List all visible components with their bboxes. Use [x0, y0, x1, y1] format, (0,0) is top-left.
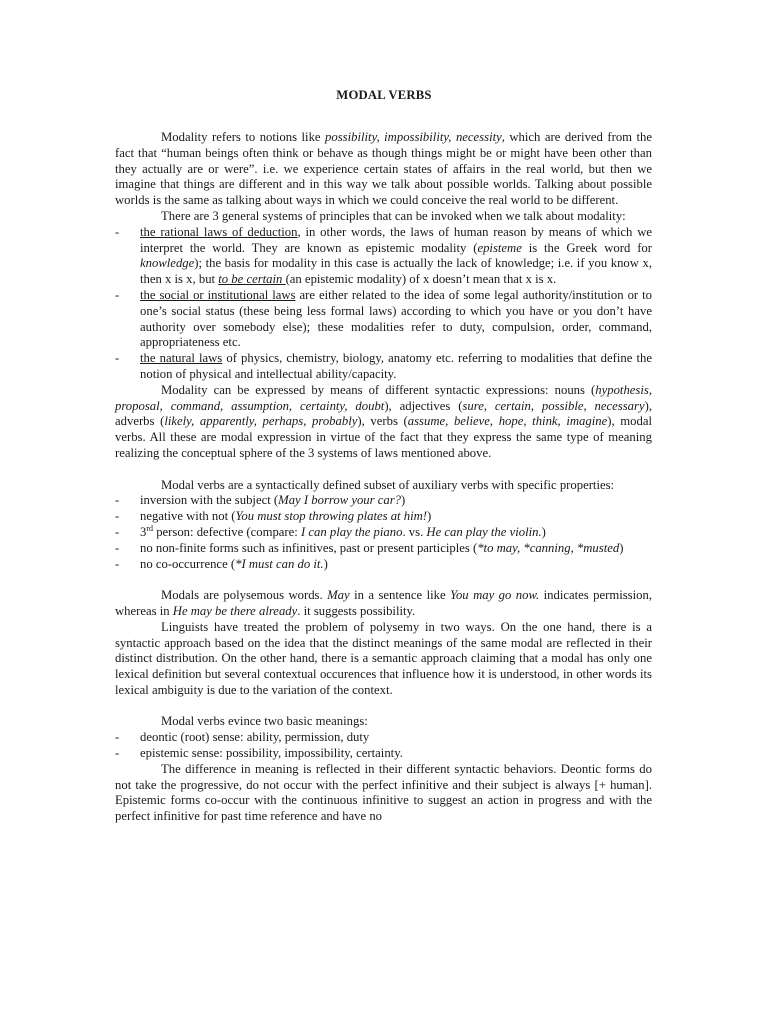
italic-run: He can play the violin. [426, 524, 542, 539]
text-run: ) [427, 509, 432, 524]
text-run: Modality can be expressed by means of different syntactic expressions: nouns ( [161, 382, 596, 397]
text-run: (an epistemic modality) of x doesn’t mean that x is x. [285, 272, 557, 287]
underlined-term: the social or institutional laws [140, 287, 296, 302]
text-run: ), verbs ( [357, 414, 408, 429]
paragraph-modality-definition [115, 130, 652, 209]
laws-list [115, 225, 652, 383]
text-run: ), modal verbs. All these are modal expression in virtue of the fact that they express the same type of meaning realizing the conceptual sphere of the 3 systems of laws mentioned above. [115, 414, 653, 460]
list-bullet: - [115, 351, 120, 366]
italic-run: May I borrow your car? [278, 493, 402, 508]
italic-run: assume, believe, hope, think, imagine [407, 414, 608, 429]
text-run: no co-occurrence ( [140, 556, 236, 571]
text-run: . it suggests possibility. [297, 603, 416, 618]
properties-list [115, 493, 652, 572]
italic-run: episteme [477, 240, 522, 255]
page-title: MODAL VERBS [336, 88, 432, 102]
italic-run: likely, apparently, perhaps, probably [164, 414, 358, 429]
italic-run: *I must can do it. [235, 556, 324, 571]
paragraph-gap [115, 572, 652, 588]
text-run: ) [619, 540, 624, 555]
paragraph-syntactic-expressions [115, 383, 652, 462]
text-run: indicates permission, whereas in [115, 588, 652, 618]
list-bullet: - [115, 540, 120, 555]
list-bullet: - [115, 524, 120, 539]
superscript: rd [146, 523, 154, 533]
text-run: no non-finite forms such as infinitives, past or present participles ( [140, 540, 478, 555]
list-item-natural-laws [115, 351, 652, 383]
paragraph-modal-properties-intro: Modal verbs are a syntactically defined subset of auxiliary verbs with specific properties: [161, 477, 615, 492]
text-run: inversion with the subject ( [140, 493, 279, 508]
text-run: ), adjectives ( [384, 398, 463, 413]
list-bullet: - [115, 509, 120, 524]
underlined-term: the natural laws [140, 351, 223, 366]
list-item-social-laws [115, 288, 652, 351]
text-run: . vs. [402, 524, 427, 539]
text-run: negative with not ( [140, 509, 236, 524]
list-bullet: - [115, 493, 120, 508]
text-run: epistemic sense: possibility, impossibility, certainty. [140, 746, 403, 761]
text-run: , in other words, the laws of human reason by means of which we interpret the world. They are known as epistemic modality ( [140, 224, 653, 255]
text-run: ); the basis for modality in this case is actually the lack of knowledge; i.e. if you know x, then x is x, but [140, 256, 652, 287]
list-bullet: - [115, 730, 120, 745]
text-run: in a sentence like [349, 588, 451, 603]
text-run: ) [541, 524, 546, 539]
paragraph-two-meanings: Modal verbs evince two basic meanings: [161, 714, 368, 729]
list-item-property [115, 557, 652, 573]
list-item-property [115, 525, 652, 541]
italic-run: knowledge [140, 256, 195, 271]
italic-run: I can play the piano [300, 524, 403, 539]
text-run: are either related to the idea of some legal authority/institution or to one’s social status (these being less formal laws) according to which you have or you don’t have authority over somebody else); these modalities refer to duty, compulsion, order, command, appropriateness etc. [140, 287, 652, 350]
list-bullet: - [115, 556, 120, 571]
italic-run: May [327, 588, 350, 603]
text-run: is the Greek word for [521, 240, 652, 255]
italic-run: You may go now. [450, 588, 540, 603]
text-run: Modality refers to notions like [161, 130, 326, 144]
paragraph-syntactic-behaviors: The difference in meaning is reflected in their different syntactic behaviors. Deontic forms do not take the progressive, do not occur with the perfect infinitive and their subject is always [+ human]. Epistemic forms co-occur with the continuous infinitive to suggest an action in progress and with the perfect infinitive for past time reference and have no [115, 761, 652, 824]
italic-run: sure, certain, possible, necessary [462, 398, 645, 413]
italic-run: to be certain [218, 272, 286, 287]
paragraph-gap [115, 699, 652, 715]
text-run: ) [401, 493, 406, 508]
underlined-term: the rational laws of deduction [140, 224, 298, 239]
text-run: ), adverbs ( [115, 398, 652, 429]
list-item-rational-laws [115, 225, 652, 288]
list-bullet: - [115, 224, 120, 239]
text-run: Modals are polysemous words. [161, 588, 328, 603]
paragraph-polysemy-approaches: Linguists have treated the problem of polysemy in two ways. On the one hand, there is a syntactic approach based on the idea that the distinct meanings of the same modal are reflected in their distinct distribution. On the other hand, there is a semantic approach claiming that a modal has only one lexical definition but several contextual occurences that influence how it is understood, in other words its lexical ambiguity is due to the variation of the context. [115, 619, 652, 697]
list-item-meaning [115, 746, 652, 762]
text-run: person: defective (compare: [153, 524, 301, 539]
list-bullet: - [115, 287, 120, 302]
paragraph-polysemous [115, 588, 652, 620]
list-item-property [115, 509, 652, 525]
text-run: 3 [140, 524, 147, 539]
italic-run: hypothesis, proposal, command, assumption, certainty, doubt [115, 382, 652, 413]
text-run: ) [323, 556, 328, 571]
list-item-property [115, 541, 652, 557]
document-body [115, 130, 652, 825]
list-item-property [115, 493, 652, 509]
paragraph-gap [115, 462, 652, 478]
text-run: , which are derived from the fact that “human beings often think or behave as though things might be or might have been other than they actually are or were”. i.e. we experience certain states of affairs in the real world, but then we imagine that things are different and in this way we talk about possible worlds. Talking about possible worlds is the same as talking about ways in which we could conceive the real world to be different. [115, 130, 653, 208]
text-run: of physics, chemistry, biology, anatomy etc. referring to modalities that define the notion of physical and intellectual ability/capacity. [140, 351, 652, 381]
list-bullet: - [115, 746, 120, 761]
list-item-meaning [115, 730, 652, 746]
italic-run: You must stop throwing plates at him! [235, 509, 428, 524]
italic-run: possibility, impossibility, necessity [325, 130, 502, 144]
text-run: deontic (root) sense: ability, permission, duty [140, 730, 370, 745]
italic-run: *to may, *canning, *musted [477, 540, 620, 555]
italic-run: He may be there already [172, 603, 298, 618]
meanings-list [115, 730, 652, 762]
paragraph-three-systems: There are 3 general systems of principles that can be invoked when we talk about modality: [161, 208, 626, 223]
